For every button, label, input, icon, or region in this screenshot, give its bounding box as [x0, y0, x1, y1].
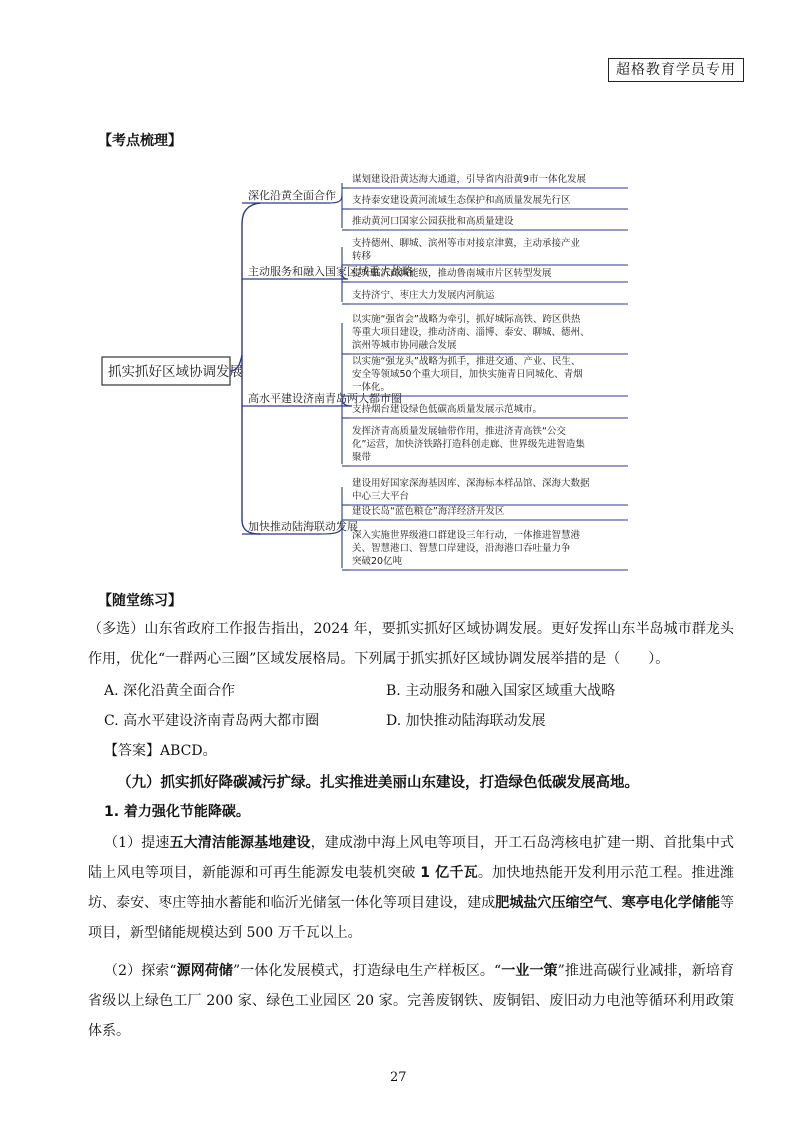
- leaf-text: 以实施“强省会”战略为牵引，抓好城际高铁、跨区供热: [352, 314, 581, 325]
- leaf-text: 建设长岛“蓝色粮仓”海洋经济开发区: [352, 506, 505, 517]
- mind-map: [100, 165, 640, 577]
- leaf-text: 聚带: [352, 452, 372, 463]
- leaf-text: 支持德州、聊城、滨州等市对接京津冀，主动承接产业: [352, 238, 581, 249]
- spine-line: [242, 203, 260, 534]
- p2-run: ”推进高碳行业减排，新培育省级以上绿色工厂 200 家、绿色工业园区 20 家。完善废钢铁、废铜铝、废旧动力电池等循环利用政策体系。: [88, 963, 734, 1039]
- question-text: （多选）山东省政府工作报告指出，2024 年，要抓实抓好区域协调发展。更好发挥山东半岛城市群龙头作用，优化“一群两心三圈”区域发展格局。下列属于抓实抓好区域协调发展举措的是（ ）。: [88, 621, 734, 667]
- paragraph-1: [88, 828, 734, 948]
- branch-label: 深化沿黄全面合作: [248, 189, 336, 202]
- p1-run: 。加快地热能开发利用示范工程。推进潍坊、泰安、枣庄等抽水蓄能和临沂光储氢一体化等项目建设，建成: [88, 865, 734, 911]
- leaf-text: 支持烟台建设绿色低碳高质量发展示范城市。: [352, 404, 543, 415]
- p1-run: 寒亭电化学储能: [621, 895, 721, 911]
- leaf-text: 中心三大平台: [352, 491, 410, 502]
- subheading-energy: 1. 着力强化节能降碳。: [104, 804, 250, 820]
- p2-run: 一业一策: [501, 963, 558, 979]
- leaf-text: 化”运营，加快济铁路打造科创走廊、世界级先进智造集: [352, 439, 585, 450]
- branch-label: 加快推动陆海联动发展: [248, 520, 358, 533]
- leaf-text: 关、智慧港口、智慧口岸建设，沿海港口吞吐量力争: [352, 543, 571, 554]
- option-d: D. 加快推动陆海联动发展: [386, 713, 546, 729]
- leaf-text: 安全等领域50个重大项目，加快实施青日同城化、青烟: [352, 369, 583, 380]
- leaf-text: 发挥济青高质量发展轴带作用，推进济青高铁“公交: [352, 426, 566, 437]
- leaf-text: 推动黄河口国家公园获批和高质量建设: [352, 216, 514, 227]
- leaf-text: 提升临沂商城能级，推动鲁南城市片区转型发展: [352, 268, 552, 279]
- option-b: B. 主动服务和融入国家区域重大战略: [386, 683, 616, 699]
- section-title-practice: 【随堂练习】: [98, 593, 182, 609]
- leaf-text: 等重大项目建设，推动济南、淄博、泰安、聊城、德州、: [352, 327, 590, 338]
- leaf-text: 深入实施世界级港口群建设三年行动，一体推进智慧港: [352, 530, 581, 541]
- p1-run: 1 亿千瓦: [420, 865, 478, 881]
- leaf-text: 建设用好国家深海基因库、深海标本样品馆、深海大数据: [352, 478, 590, 489]
- branch-label: 主动服务和融入国家区域重大战略: [248, 265, 413, 278]
- p2-run: 源网荷储: [176, 963, 234, 979]
- leaf-text: 支持济宁、枣庄大力发展内河航运: [352, 290, 495, 301]
- p1-run: 等项目，新型储能规模达到 500 万千瓦以上。: [88, 895, 735, 941]
- leaf-text: 以实施“强龙头”战略为抓手，推进交通、产业、民生、: [352, 356, 581, 367]
- option-a: A. 深化沿黄全面合作: [104, 683, 236, 699]
- leaf-text: 一体化。: [352, 382, 391, 393]
- p2-run: （2）探索“: [104, 963, 177, 979]
- user-stamp: 超格教育学员专用: [608, 58, 744, 82]
- leaf-text: 滨州等城市协同融合发展: [352, 340, 457, 351]
- p1-run: 、: [607, 895, 622, 911]
- p1-run: ，建成渤中海上风电等项目，开工石岛湾核电扩建一期、首批集中式陆上风电等项目，新能源和可再生能源发电装机突破: [88, 835, 734, 881]
- leaf-text: 转移: [352, 251, 372, 262]
- leaf-text: 谋划建设沿黄达海大通道，引导省内沿黄9市一体化发展: [352, 174, 587, 185]
- paragraph-2: [88, 956, 734, 1046]
- option-c: C. 高水平建设济南青岛两大都市圈: [104, 713, 320, 729]
- p1-run: （1）提速: [104, 835, 170, 851]
- answer-line: 【答案】ABCD。: [104, 743, 217, 759]
- section-nine-heading: （九）抓实抓好降碳减污扩绿。扎实推进美丽山东建设，打造绿色低碳发展高地。: [117, 775, 639, 791]
- page-number: 27: [390, 1070, 407, 1085]
- p1-run: 五大清洁能源基地建设: [169, 835, 311, 851]
- leaf-text: 突破20亿吨: [352, 556, 403, 567]
- branch-label: 高水平建设济南青岛两大都市圈: [248, 392, 402, 405]
- p2-run: ”一体化发展模式，打造绿电生产样板区。“: [233, 963, 502, 979]
- root-label: 抓实抓好区域协调发展: [108, 364, 243, 380]
- section-title-key-points: 【考点梳理】: [98, 133, 182, 149]
- p1-run: 肥城盐穴压缩空气: [495, 895, 608, 911]
- leaf-text: 支持泰安建设黄河流域生态保护和高质量发展先行区: [352, 195, 571, 206]
